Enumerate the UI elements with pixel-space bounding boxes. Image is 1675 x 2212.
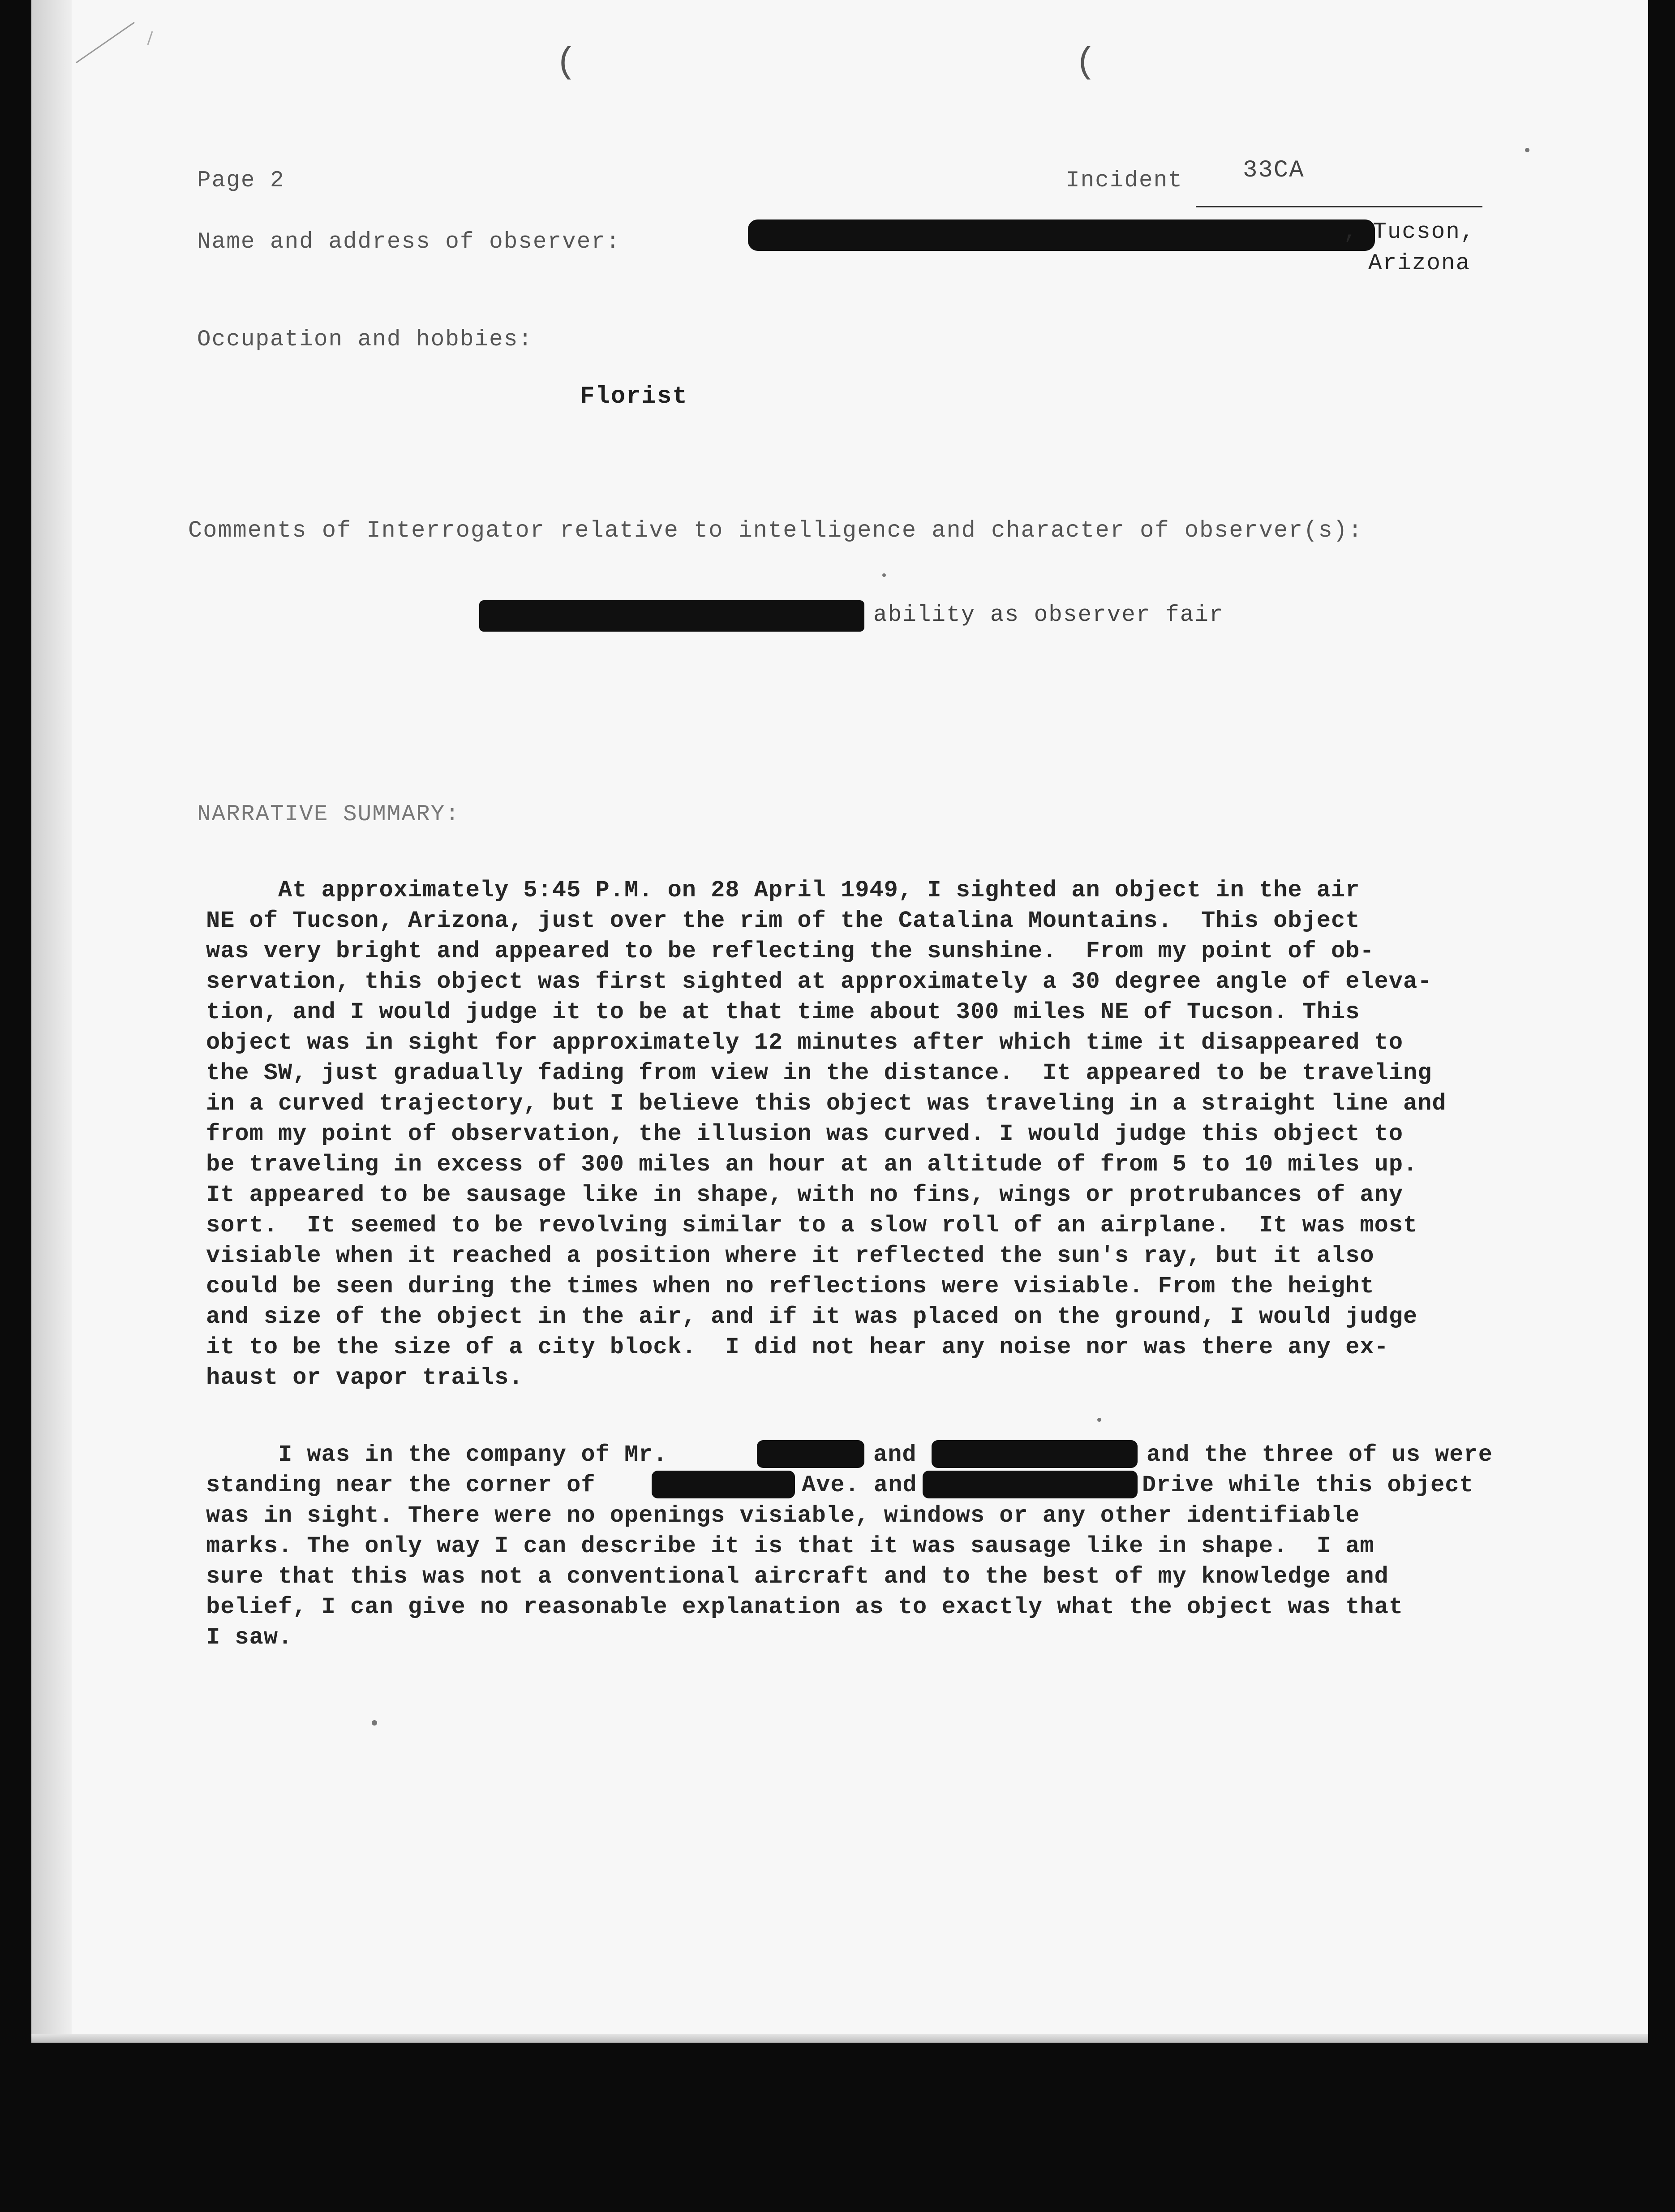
- speck: [1525, 148, 1529, 152]
- narrative-line: it to be the size of a city block. I did not hear any noise nor was there any ex-: [206, 1334, 1389, 1360]
- narrative-line: standing near the corner of: [206, 1472, 596, 1498]
- narrative-line: the SW, just gradually fading from view in the distance. It appeared to be traveling: [206, 1060, 1432, 1086]
- narrative-line: in a curved trajectory, but I believe this object was traveling in a straight line and: [206, 1090, 1447, 1117]
- narrative-line: tion, and I would judge it to be at that time about 300 miles NE of Tucson. This: [206, 999, 1360, 1025]
- incident-number: 33CA: [1243, 157, 1305, 184]
- speck: [372, 1720, 377, 1726]
- narrative-line: servation, this object was first sighted at approximately a 30 degree angle of eleva-: [206, 968, 1432, 995]
- redacted-comments: [479, 600, 864, 632]
- page-bottom-edge: [31, 2034, 1648, 2043]
- punch-mark-left: (: [555, 43, 577, 83]
- narrative-line: sure that this was not a conventional aircraft and to the best of my knowledge and: [206, 1563, 1389, 1590]
- narrative-line: I saw.: [206, 1624, 293, 1651]
- observer-city: , Tucson,: [1344, 219, 1475, 245]
- observer-state: Arizona: [1368, 251, 1471, 276]
- speck: [1097, 1418, 1101, 1422]
- incident-underline: [1196, 206, 1482, 207]
- narrative-line: object was in sight for approximately 12 minutes after which time it disappeared to: [206, 1029, 1404, 1056]
- redacted-companion-2: [932, 1440, 1138, 1468]
- redacted-observer-name: [748, 219, 1375, 251]
- narrative-heading: NARRATIVE SUMMARY:: [197, 802, 460, 827]
- occupation-value: Florist: [580, 383, 688, 410]
- narrative-line: It appeared to be sausage like in shape, with no fins, wings or protrubances of any: [206, 1182, 1404, 1208]
- narrative-line: be traveling in excess of 300 miles an hour at an altitude of from 5 to 10 miles up.: [206, 1151, 1418, 1178]
- narrative-line: was very bright and appeared to be reflecting the sunshine. From my point of ob-: [206, 938, 1374, 964]
- page-label: Page 2: [197, 168, 285, 194]
- narrative-line: Ave. and: [802, 1472, 917, 1498]
- narrative-line: belief, I can give no reasonable explanation as to exactly what the object was that: [206, 1594, 1404, 1620]
- speck: [882, 573, 886, 577]
- narrative-line: Drive while this object: [1142, 1472, 1474, 1498]
- redacted-street-2: [923, 1471, 1138, 1498]
- narrative-line: At approximately 5:45 P.M. on 28 April 1949, I sighted an object in the air: [206, 877, 1360, 904]
- narrative-line: from my point of observation, the illusion was curved. I would judge this object to: [206, 1121, 1404, 1147]
- narrative-line: was in sight. There were no openings visiable, windows or any other identifiable: [206, 1502, 1360, 1529]
- scratch-mark: [72, 13, 179, 67]
- narrative-line: marks. The only way I can describe it is that it was sausage like in shape. I am: [206, 1533, 1374, 1559]
- narrative-line: and size of the object in the air, and if it was placed on the ground, I would judge: [206, 1304, 1418, 1330]
- narrative-line: visiable when it reached a position where it reflected the sun's ray, but it also: [206, 1243, 1374, 1269]
- name-address-label: Name and address of observer:: [197, 229, 621, 255]
- narrative-line: haust or vapor trails.: [206, 1364, 524, 1391]
- narrative-line: sort. It seemed to be revolving similar to a slow roll of an airplane. It was most: [206, 1212, 1418, 1239]
- narrative-line: I was in the company of Mr.: [206, 1442, 668, 1468]
- document-page: [31, 0, 1648, 2038]
- punch-mark-right: (: [1075, 43, 1097, 83]
- page-edge-shadow: [31, 0, 72, 2038]
- occupation-label: Occupation and hobbies:: [197, 327, 533, 353]
- redacted-companion-1: [757, 1440, 864, 1468]
- redacted-street-1: [652, 1471, 795, 1498]
- incident-label: Incident: [1066, 168, 1183, 194]
- narrative-line: and the three of us were: [1147, 1442, 1493, 1468]
- narrative-line: and: [873, 1442, 917, 1468]
- narrative-line: could be seen during the times when no reflections were visiable. From the height: [206, 1273, 1374, 1300]
- narrative-line: NE of Tucson, Arizona, just over the rim of the Catalina Mountains. This object: [206, 908, 1360, 934]
- comments-label: Comments of Interrogator relative to intelligence and character of observer(s):: [188, 517, 1363, 544]
- comments-value: ability as observer fair: [873, 602, 1224, 628]
